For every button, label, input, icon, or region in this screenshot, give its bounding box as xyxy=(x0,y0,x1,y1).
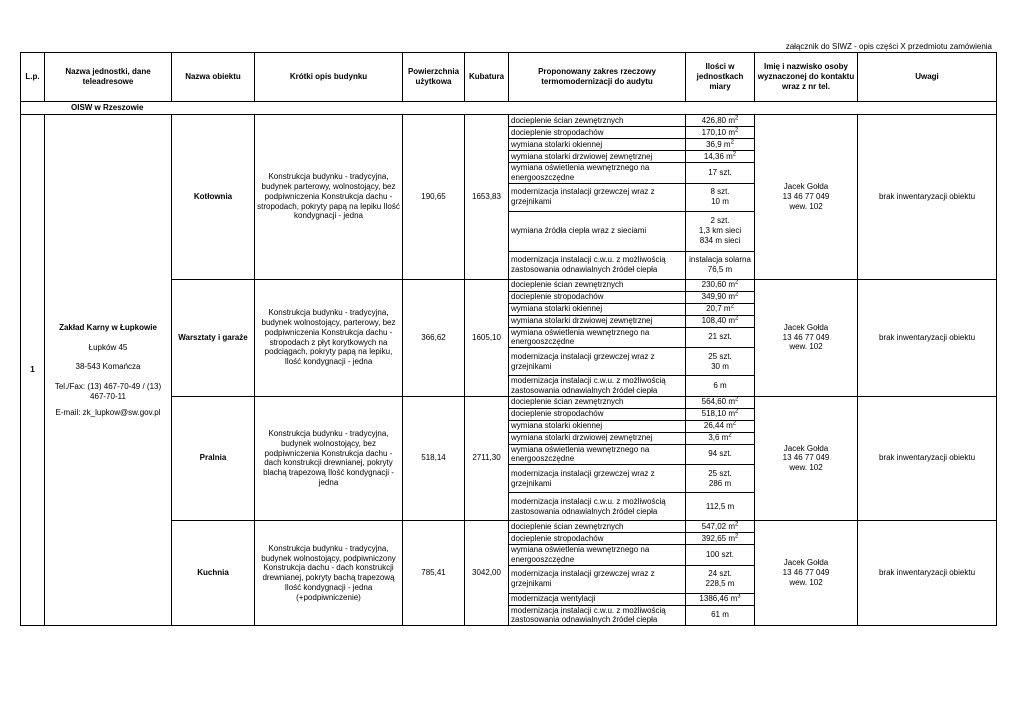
contact-name: Jacek Gołda xyxy=(783,182,829,192)
unit-email: E-mail: zk_lupkow@sw.gov.pl xyxy=(55,407,161,417)
quantity: 564,60 $m^2$ xyxy=(686,396,755,408)
object-name: Kotłownia xyxy=(172,115,255,280)
scope-item: wymiana stolarki okiennej xyxy=(509,303,686,315)
scope-item: wymiana źródła ciepła wraz z sieciami xyxy=(509,211,686,251)
contact-person xyxy=(755,279,858,396)
quantity: 25 szt. 286 m xyxy=(686,465,755,493)
quantity: 392,65 $m^2$ xyxy=(686,533,755,545)
unit-street: Łupków 45 xyxy=(88,342,128,352)
scope-item: docieplenie stropodachów xyxy=(509,291,686,303)
usable-area: 190,65 xyxy=(403,115,465,280)
unit-exponent: 2 xyxy=(735,396,739,403)
quantity: 230,60 $m^2$ xyxy=(686,279,755,291)
unit-cell xyxy=(45,115,172,626)
unit-exponent: 3 xyxy=(737,593,741,600)
scope-item: wymiana stolarki okiennej xyxy=(509,139,686,151)
volume: 1653,83 xyxy=(465,115,509,280)
quantity: 100 szt. xyxy=(686,545,755,566)
notes: brak inwentaryzacji obiektu xyxy=(858,279,997,396)
quantity: 26,44 $m^2$ xyxy=(686,420,755,432)
quantity: 518,10 $m^2$ xyxy=(686,408,755,420)
col-header-unit: Nazwa jednostki, dane teleadresowe xyxy=(45,53,172,102)
scope-item: docieplenie stropodachów xyxy=(509,127,686,139)
contact-phone: 13 46 77 049 xyxy=(782,191,830,201)
quantity: 3,6 $m^2$ xyxy=(686,432,755,444)
scope-item: docieplenie stropodachów xyxy=(509,408,686,420)
building-description: Konstrukcja budynku - tradycyjna, budynek wolnostojący, podpiwniczony Konstrukcja dachu - dach konstrukcji drewnianej, pokryty bachą trapezową Ilość kondygnacji - jedna (+podpiwniczenie) xyxy=(255,521,403,626)
scope-item: modernizacja instalacji grzewczej wraz z grzejnikami xyxy=(509,465,686,493)
scope-item: modernizacja instalacji grzewczej wraz z grzejnikami xyxy=(509,348,686,376)
col-header-description: Krótki opis budynku xyxy=(255,53,403,102)
col-header-notes: Uwagi xyxy=(858,53,997,102)
unit-exponent: 2 xyxy=(735,279,739,286)
notes: brak inwentaryzacji obiektu xyxy=(858,396,997,521)
quantity: 6 m xyxy=(686,376,755,397)
col-header-volume: Kubatura xyxy=(465,53,509,102)
volume: 3042,00 xyxy=(465,521,509,626)
quantity: 108,40 $m^2$ xyxy=(686,315,755,327)
col-header-lp: L.p. xyxy=(21,53,45,102)
unit-postal: 38-543 Komańcza xyxy=(75,362,141,372)
building-description: Konstrukcja budynku - tradycyjna, budynek parterowy, wolnostojący, bez podpiwniczenia Konstrukcja dachu - stropodach, pokryty papą na lepiku Ilość kondygnacji - jedna xyxy=(255,115,403,280)
col-header-scope: Proponowany zakres rzeczowy termomodernizacji do audytu xyxy=(509,53,686,102)
scope-item: wymiana stolarki okiennej xyxy=(509,420,686,432)
volume: 1605,10 xyxy=(465,279,509,396)
scope-item: modernizacja instalacji c.w.u. z możliwością zastosowania odnawialnych źródeł ciepła xyxy=(509,493,686,521)
scope-item: wymiana stolarki drzwiowej zewnętrznej xyxy=(509,432,686,444)
scope-item: modernizacja instalacji c.w.u. z możliwością zastosowania odnawialnych źródeł ciepła xyxy=(509,376,686,397)
lp-cell: 1 xyxy=(21,115,45,626)
quantity: 21 szt. xyxy=(686,327,755,348)
notes: brak inwentaryzacji obiektu xyxy=(858,521,997,626)
document-header-note: załącznik do SIWZ - opis części X przedmiotu zamówienia xyxy=(785,42,992,51)
contact-name: Jacek Gołda xyxy=(783,322,829,332)
usable-area: 518,14 xyxy=(403,396,465,521)
section-label: OISW w Rzeszowie xyxy=(21,102,997,115)
unit-exponent: 2 xyxy=(732,420,737,427)
unit-exponent: 2 xyxy=(735,126,739,133)
quantity: 20,7 $m^2$ xyxy=(686,303,755,315)
object-name: Kuchnia xyxy=(172,521,255,626)
quantity: 14,36 $m^2$ xyxy=(686,151,755,163)
unit-exponent: 2 xyxy=(735,408,739,415)
contact-person xyxy=(755,115,858,280)
contact-name: Jacek Gołda xyxy=(783,558,829,568)
quantity: 170,10 $m^2$ xyxy=(686,127,755,139)
quantity: 36,9 $m^2$ xyxy=(686,139,755,151)
unit-phone: Tel./Fax: (13) 467-70-49 / (13) 467-70-11 xyxy=(54,382,162,401)
unit-exponent: 2 xyxy=(730,303,734,310)
unit-exponent: 2 xyxy=(728,432,732,439)
quantity: 1386,46 $m^3$ xyxy=(686,593,755,605)
col-header-object: Nazwa obiektu xyxy=(172,53,255,102)
scope-item: docieplenie ścian zewnętrznych xyxy=(509,396,686,408)
contact-extension: wew. 102 xyxy=(789,577,823,587)
quantity: 547,02 $m^2$ xyxy=(686,521,755,533)
audit-table xyxy=(20,52,997,626)
quantity: 2 szt. 1,3 km sieci 834 m sieci xyxy=(686,211,755,251)
unit-exponent: 2 xyxy=(735,315,739,322)
scope-item: docieplenie stropodachów xyxy=(509,533,686,545)
scope-item: wymiana oświetlenia wewnętrznego na energooszczędne xyxy=(509,444,686,465)
unit-exponent: 2 xyxy=(735,291,739,298)
contact-phone: 13 46 77 049 xyxy=(782,332,830,342)
contact-person xyxy=(755,396,858,521)
table-row xyxy=(21,115,997,127)
usable-area: 366,62 xyxy=(403,279,465,396)
col-header-contact: Imię i nazwisko osoby wyznaczonej do kontaktu wraz z nr tel. xyxy=(755,53,858,102)
scope-item: modernizacja instalacji c.w.u. z możliwością zastosowania odnawialnych źródeł ciepła xyxy=(509,251,686,279)
quantity: instalacja solarna 76,5 m xyxy=(686,251,755,279)
unit-exponent: 2 xyxy=(732,150,737,157)
contact-phone: 13 46 77 049 xyxy=(782,568,830,578)
object-name: Pralnia xyxy=(172,396,255,521)
volume: 2711,30 xyxy=(465,396,509,521)
unit-exponent: 2 xyxy=(735,532,739,539)
scope-item: docieplenie ścian zewnętrznych xyxy=(509,115,686,127)
building-description: Konstrukcja budynku - tradycyjna, budynek wolnostojący, parterowy, bez podpiwniczenia Konstrukcja dachu - stropodach z płyt korytkowych na podciągach, pokryty papą na lepiku, Ilość kondygnacji - jedna xyxy=(255,279,403,396)
unit-name: Zakład Karny w Łupkowie xyxy=(59,322,157,332)
quantity: 349,90 $m^2$ xyxy=(686,291,755,303)
building-description: Konstrukcja budynku - tradycyjna, budynek wolnostojący, bez podpiwniczenia Konstrukcja dachu - dach konstrukcji drewnianej, pokryty blachą trapezową Ilość kondygnacji - jedna xyxy=(255,396,403,521)
usable-area: 785,41 xyxy=(403,521,465,626)
scope-item: docieplenie ścian zewnętrznych xyxy=(509,521,686,533)
col-header-quantity: Ilości w jednostkach miary xyxy=(686,53,755,102)
scope-item: wymiana oświetlenia wewnętrznego na energooszczędne xyxy=(509,327,686,348)
notes: brak inwentaryzacji obiektu xyxy=(858,115,997,280)
quantity: 17 szt. xyxy=(686,163,755,184)
quantity: 112,5 m xyxy=(686,493,755,521)
unit-exponent: 2 xyxy=(730,138,734,145)
unit-exponent: 2 xyxy=(735,114,739,121)
scope-item: wymiana stolarki drzwiowej zewnętrznej xyxy=(509,151,686,163)
contact-name: Jacek Gołda xyxy=(783,443,829,453)
object-name: Warsztaty i garaże xyxy=(172,279,255,396)
contact-person xyxy=(755,521,858,626)
section-row xyxy=(21,102,997,115)
quantity: 426,80 $m^2$ xyxy=(686,115,755,127)
quantity: 25 szt. 30 m xyxy=(686,348,755,376)
scope-item: docieplenie ścian zewnętrznych xyxy=(509,279,686,291)
contact-phone: 13 46 77 049 xyxy=(782,453,830,463)
scope-item: wymiana oświetlenia wewnętrznego na energooszczędne xyxy=(509,545,686,566)
contact-extension: wew. 102 xyxy=(789,463,823,473)
unit-exponent: 2 xyxy=(735,520,739,527)
quantity: 94 szt. xyxy=(686,444,755,465)
quantity: 24 szt. 228,5 m xyxy=(686,565,755,593)
quantity: 8 szt. 10 m xyxy=(686,183,755,211)
scope-item: modernizacja instalacji grzewczej wraz z grzejnikami xyxy=(509,565,686,593)
contact-extension: wew. 102 xyxy=(789,342,823,352)
quantity: 61 m xyxy=(686,605,755,626)
header-row xyxy=(21,53,997,102)
scope-item: modernizacja wentylacji xyxy=(509,593,686,605)
scope-item: modernizacja instalacji grzewczej wraz z grzejnikami xyxy=(509,183,686,211)
contact-extension: wew. 102 xyxy=(789,201,823,211)
scope-item: wymiana stolarki drzwiowej zewnętrznej xyxy=(509,315,686,327)
scope-item: wymiana oświetlenia wewnętrznego na energooszczędne xyxy=(509,163,686,184)
col-header-area: Powierzchnia użytkowa xyxy=(403,53,465,102)
scope-item: modernizacja instalacji c.w.u. z możliwością zastosowania odnawialnych źródeł ciepła xyxy=(509,605,686,626)
